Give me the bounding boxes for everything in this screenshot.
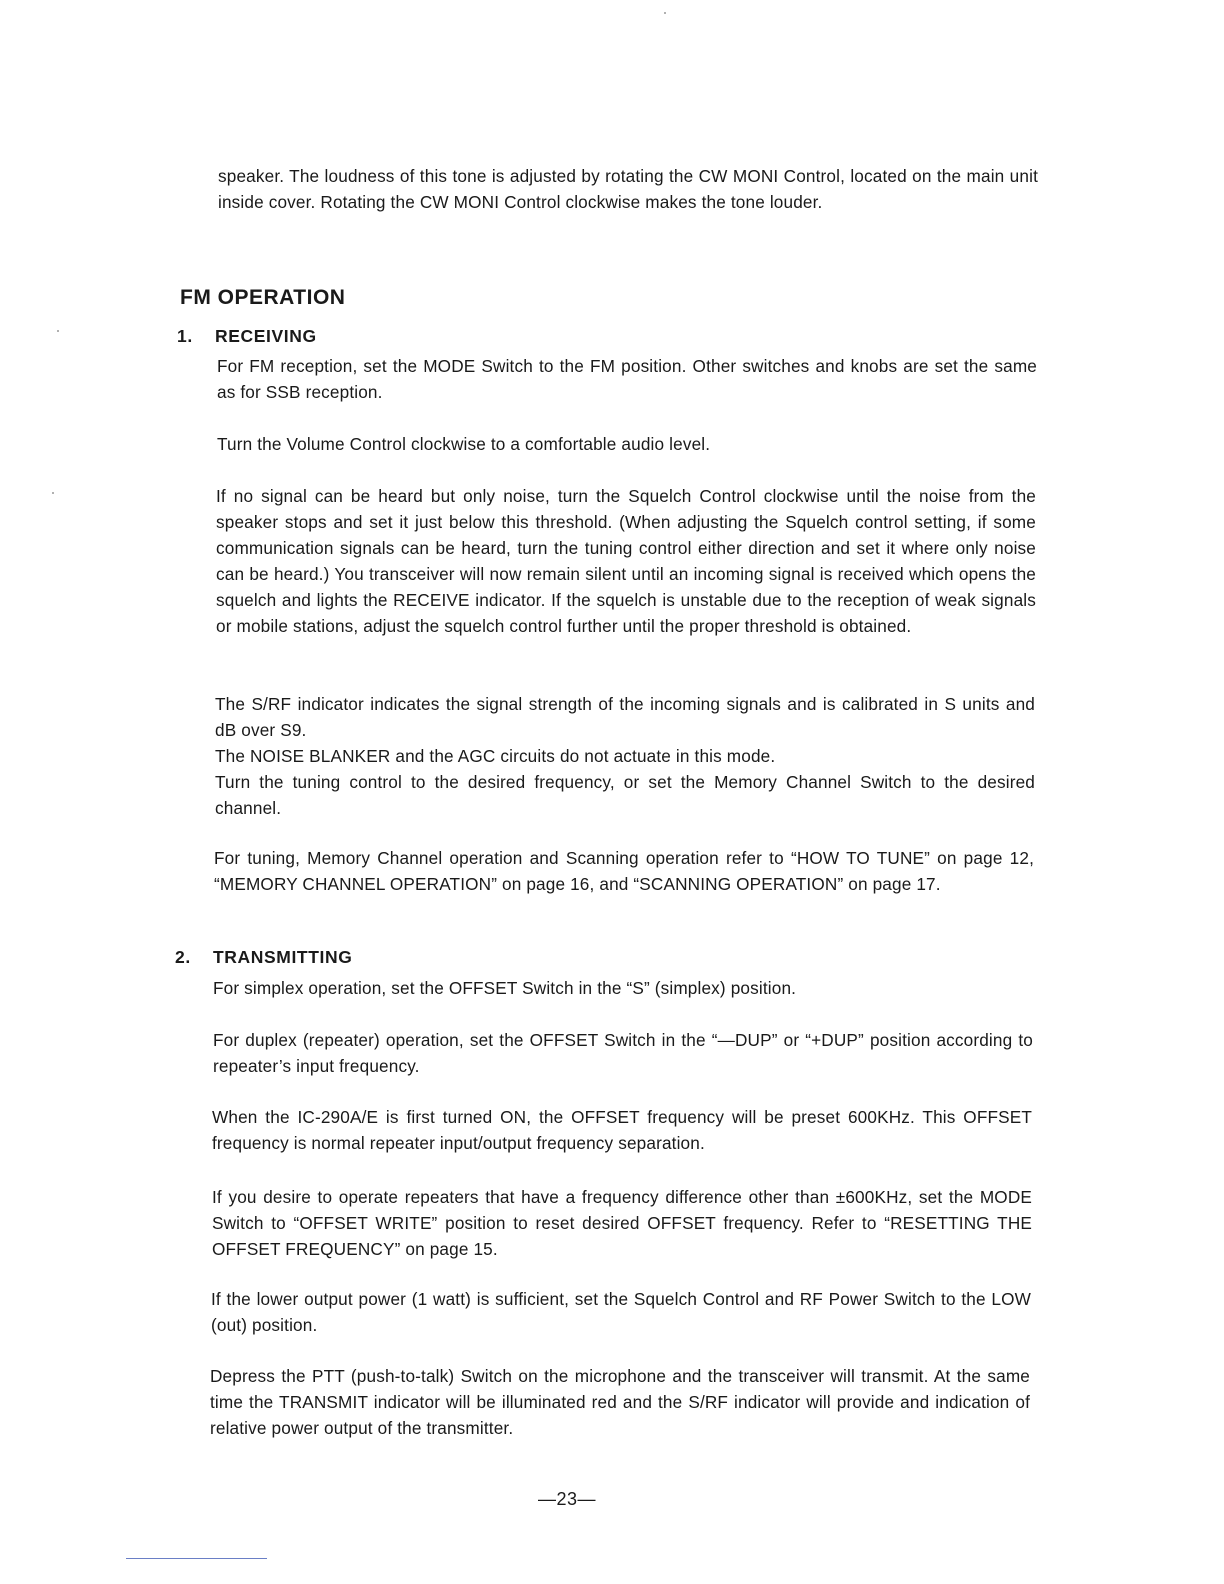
section-title: FM OPERATION <box>180 286 346 309</box>
receiving-paragraph-1: For FM reception, set the MODE Switch to the FM position. Other switches and knobs are set the same as for SSB reception. <box>217 356 1037 402</box>
page-number: —23— <box>538 1489 597 1509</box>
transmitting-paragraph-4: If you desire to operate repeaters that have a frequency difference other than ±600KHz, set the MODE Switch to “OFFSET WRITE” position to reset desired OFFSET frequency. Refer to “RESETTING THE OFFSET FREQUENCY” on page 15. <box>212 1187 1032 1259</box>
transmitting-paragraph-1: For simplex operation, set the OFFSET Switch in the “S” (simplex) position. <box>213 978 797 998</box>
scan-speck <box>664 12 666 14</box>
receiving-number: 1. <box>177 326 193 346</box>
scan-speck <box>57 330 59 332</box>
transmitting-paragraph-2: For duplex (repeater) operation, set the OFFSET Switch in the “—DUP” or “+DUP” position according to repeater’s input frequency. <box>213 1030 1033 1076</box>
footer-rule <box>126 1558 267 1559</box>
receiving-paragraph-4: The S/RF indicator indicates the signal strength of the incoming signals and is calibrated in S units and dB over S9. <box>215 694 1035 740</box>
transmitting-paragraph-6: Depress the PTT (push-to-talk) Switch on the microphone and the transceiver will transmit. At the same time the TRANSMIT indicator will be illuminated red and the S/RF indicator will provide and indication of relative power output of the transmitter. <box>210 1366 1030 1438</box>
transmitting-paragraph-5: If the lower output power (1 watt) is sufficient, set the Squelch Control and RF Power Switch to the LOW (out) position. <box>211 1289 1031 1335</box>
transmitting-heading <box>175 947 352 968</box>
scan-speck <box>52 492 54 494</box>
receiving-paragraph-5: The NOISE BLANKER and the AGC circuits do not actuate in this mode. <box>215 746 776 766</box>
intro-paragraph: speaker. The loudness of this tone is adjusted by rotating the CW MONI Control, located on the main unit inside cover. Rotating the CW MONI Control clockwise makes the tone louder. <box>218 166 1038 212</box>
receiving-paragraph-3: If no signal can be heard but only noise, turn the Squelch Control clockwise until the noise from the speaker stops and set it just below this threshold. (When adjusting the Squelch control setting, if some communication signals can be heard, turn the tuning control either direction and set it where only noise can be heard.) You transceiver will now remain silent until an incoming signal is received which opens the squelch and lights the RECEIVE indicator. If the squelch is unstable due to the reception of weak signals or mobile stations, adjust the squelch control further until the proper threshold is obtained. <box>216 486 1036 636</box>
receiving-paragraph-6: Turn the tuning control to the desired frequency, or set the Memory Channel Switch to the desired channel. <box>215 772 1035 818</box>
receiving-title: RECEIVING <box>215 326 317 346</box>
receiving-paragraph-2: Turn the Volume Control clockwise to a comfortable audio level. <box>217 434 711 454</box>
transmitting-paragraph-3: When the IC-290A/E is first turned ON, the OFFSET frequency will be preset 600KHz. This OFFSET frequency is normal repeater input/output frequency separation. <box>212 1107 1032 1153</box>
transmitting-number: 2. <box>175 947 191 967</box>
receiving-paragraph-7: For tuning, Memory Channel operation and Scanning operation refer to “HOW TO TUNE” on page 12, “MEMORY CHANNEL OPERATION” on page 16, and “SCANNING OPERATION” on page 17. <box>214 848 1034 894</box>
receiving-heading <box>177 326 317 347</box>
transmitting-title: TRANSMITTING <box>213 947 353 967</box>
